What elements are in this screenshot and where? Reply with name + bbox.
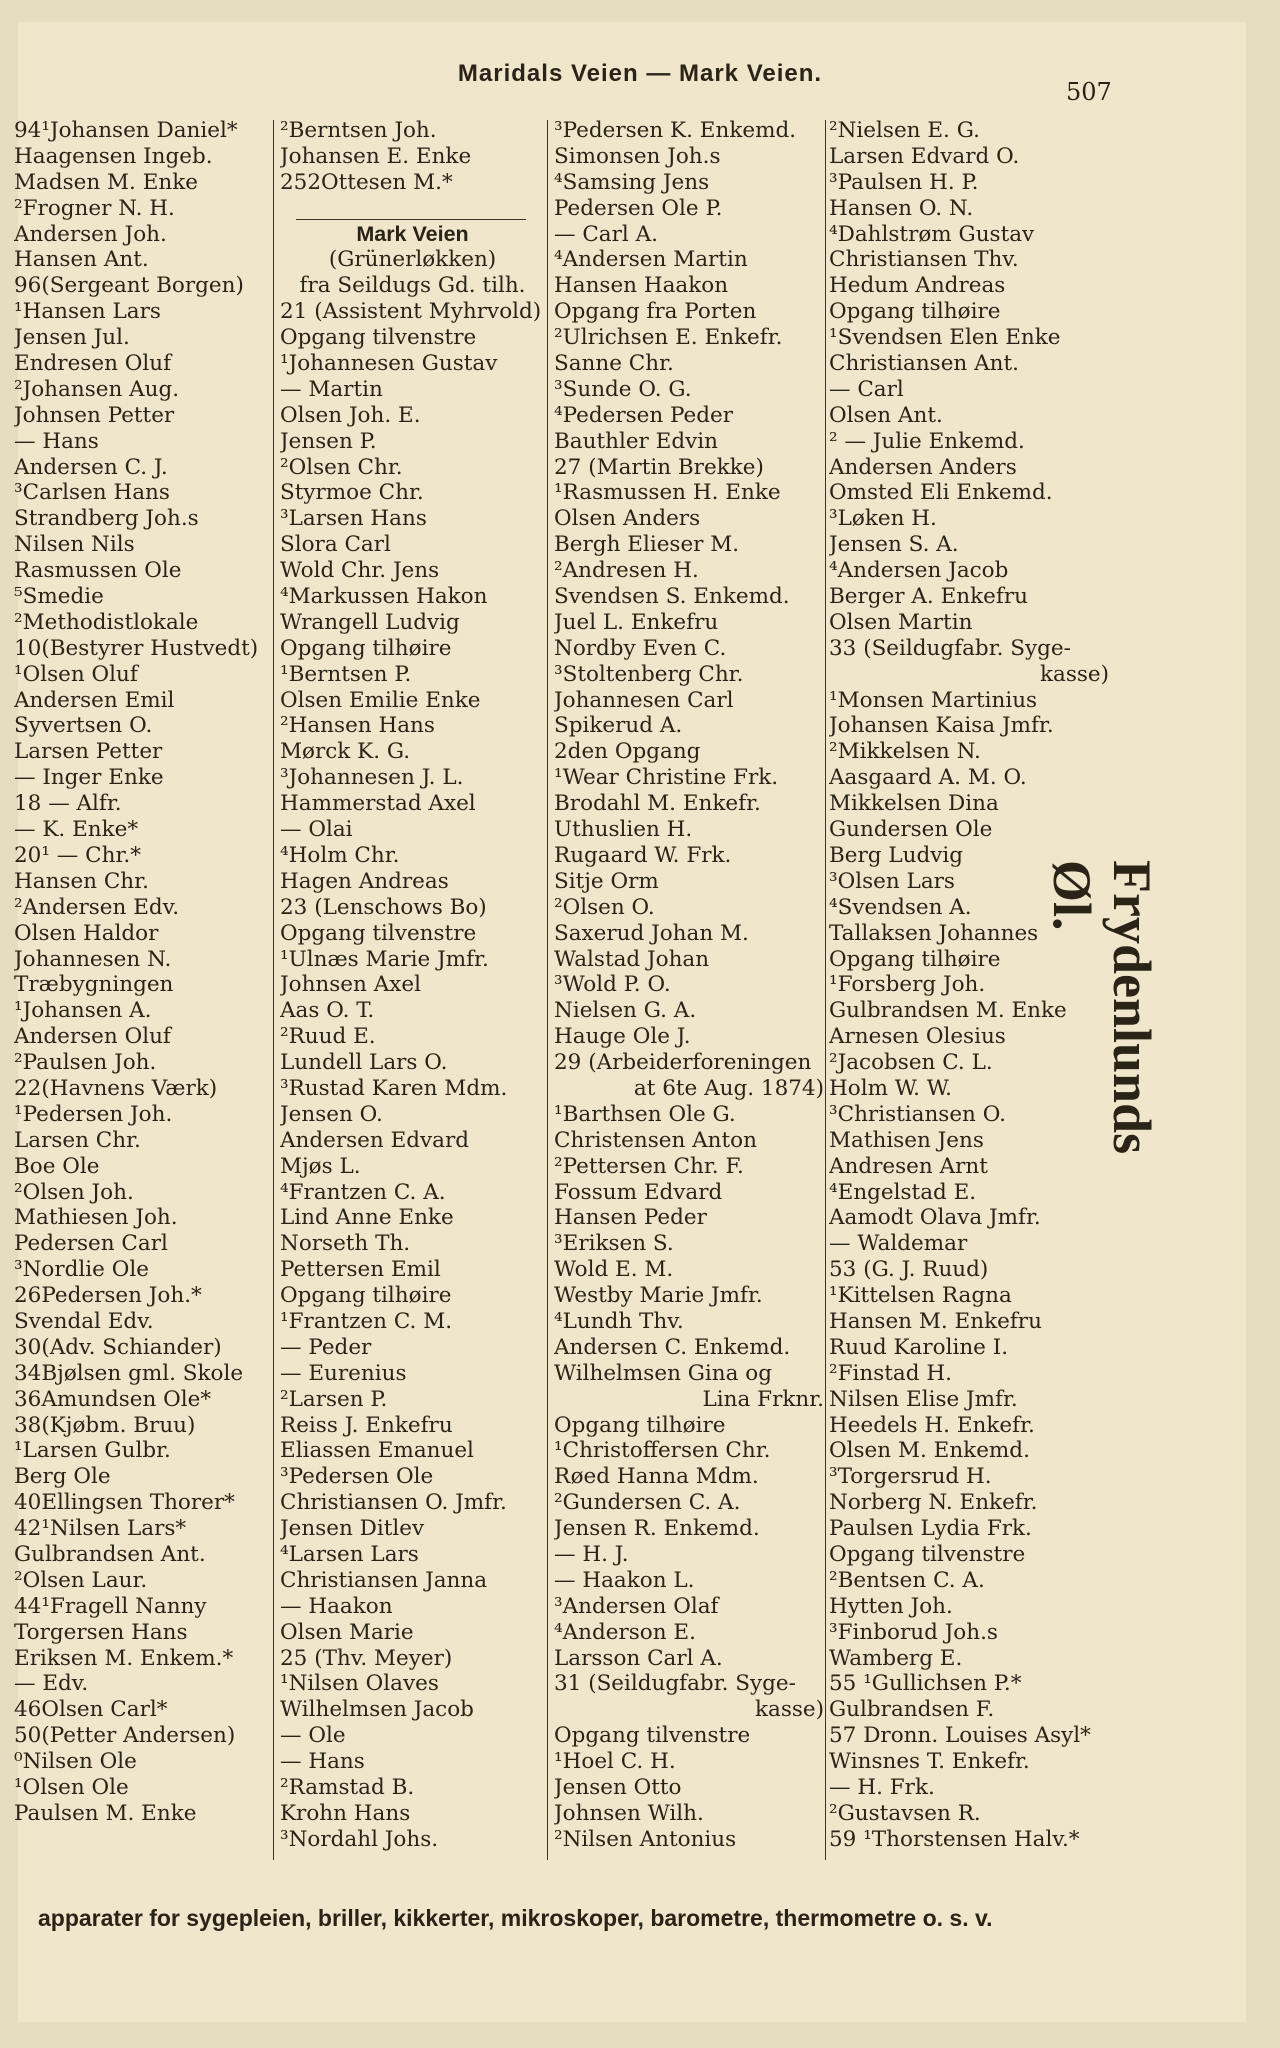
directory-entry: 46Olsen Carl* <box>14 1697 168 1723</box>
directory-entry: — Martin <box>280 376 383 402</box>
directory-entry: fra Seildugs Gd. tilh. <box>299 273 526 299</box>
directory-entry: Opgang tilhøire <box>554 1412 726 1438</box>
directory-entry: 96(Sergeant Borgen) <box>14 273 244 299</box>
directory-entry: Opgang tilhøire <box>829 299 1001 325</box>
directory-entry: 20¹ — Chr.* <box>14 842 141 868</box>
directory-entry: ³Eriksen S. <box>554 1231 674 1257</box>
directory-entry: 30(Adv. Schiander) <box>14 1334 222 1360</box>
directory-entry: ⁴Holm Chr. <box>280 842 400 868</box>
directory-entry: Johannesen Carl <box>554 687 734 713</box>
directory-entry: ³Olsen Lars <box>829 868 955 894</box>
directory-entry: Olsen Anders <box>554 506 701 532</box>
directory-entry: Fossum Edvard <box>554 1179 723 1205</box>
directory-entry: Gundersen Ole <box>829 817 993 843</box>
directory-entry: Træbygningen <box>14 972 174 998</box>
directory-entry <box>280 196 545 222</box>
directory-entry: — Hans <box>14 428 99 454</box>
directory-entry: Wilhelmsen Jacob <box>280 1697 474 1723</box>
directory-entry: Uthuslien H. <box>554 817 693 843</box>
directory-entry: ³Wold P. O. <box>554 972 671 998</box>
directory-entry: ¹Frantzen C. M. <box>280 1308 453 1334</box>
directory-entry: ⁵Smedie <box>14 584 104 610</box>
directory-entry: Paulsen Lydia Frk. <box>829 1516 1032 1542</box>
directory-entry: Mørck K. G. <box>280 739 411 765</box>
directory-entry: Wilhelmsen Gina og <box>554 1360 773 1386</box>
directory-entry: ²Johansen Aug. <box>14 376 180 402</box>
directory-entry: Pedersen Ole P. <box>554 195 723 221</box>
directory-entry: ⁰Nilsen Ole <box>14 1749 137 1775</box>
directory-entry: ¹Forsberg Joh. <box>829 972 986 998</box>
directory-entry: ²Ulrichsen E. Enkefr. <box>554 325 783 351</box>
directory-entry: Nilsen Elise Jmfr. <box>829 1386 1018 1412</box>
directory-entry: Jensen S. A. <box>829 532 959 558</box>
directory-entry: 25 (Thv. Meyer) <box>280 1645 453 1671</box>
directory-entry: 10(Bestyrer Hustvedt) <box>14 635 259 661</box>
directory-entry: Eriksen M. Enkem.* <box>14 1645 234 1671</box>
directory-entry: ²Olsen O. <box>554 894 655 920</box>
directory-entry: at 6te Aug. 1874) <box>633 1075 824 1101</box>
directory-entry: ¹Nilsen Olaves <box>280 1671 439 1697</box>
directory-entry: Saxerud Johan M. <box>554 920 749 946</box>
directory-entry: Paulsen M. Enke <box>14 1800 197 1826</box>
directory-entry: Olsen Marie <box>280 1619 414 1645</box>
directory-entry: 18 — Alfr. <box>14 791 122 817</box>
directory-entry: ³Løken H. <box>829 506 937 532</box>
directory-entry: 36Amundsen Ole* <box>14 1386 212 1412</box>
directory-entry: ³Rustad Karen Mdm. <box>280 1075 508 1101</box>
directory-entry: 57 Dronn. Louises Asyl* <box>829 1723 1091 1749</box>
directory-entry: Norseth Th. <box>280 1231 411 1257</box>
directory-entry: Krohn Hans <box>280 1800 411 1826</box>
directory-column-1 <box>14 118 272 1827</box>
directory-entry: Røed Hanna Mdm. <box>554 1464 759 1490</box>
directory-entry: — Waldemar <box>829 1231 968 1257</box>
directory-entry: ¹Larsen Gulbr. <box>14 1438 171 1464</box>
directory-entry: Hammerstad Axel <box>280 791 476 817</box>
directory-entry: ²Ramstad B. <box>280 1775 415 1800</box>
directory-entry: ²Mikkelsen N. <box>829 739 981 765</box>
directory-entry: Sitje Orm <box>554 868 659 894</box>
directory-entry: ⁴Markussen Hakon <box>280 584 488 610</box>
directory-entry: ² — Julie Enkemd. <box>829 428 1025 454</box>
directory-entry: Nilsen Nils <box>14 532 135 558</box>
directory-entry: ⁴Pedersen Peder <box>554 402 734 428</box>
directory-entry: ³Nordahl Johs. <box>280 1826 439 1852</box>
column-rule <box>547 120 548 1860</box>
directory-entry: ²Paulsen Joh. <box>14 1050 157 1076</box>
directory-entry: Holm W. W. <box>829 1075 952 1101</box>
directory-entry: Torgersen Hans <box>14 1619 188 1645</box>
directory-entry: Aamodt Olava Jmfr. <box>829 1205 1041 1231</box>
directory-entry: ¹Olsen Ole <box>14 1775 129 1800</box>
directory-entry: ²Hansen Hans <box>280 713 435 739</box>
directory-entry: Hedum Andreas <box>829 273 1006 299</box>
directory-entry: ²Finstad H. <box>829 1360 952 1386</box>
directory-entry: Styrmoe Chr. <box>280 480 424 506</box>
directory-entry: Berger A. Enkefru <box>829 584 1028 610</box>
directory-entry: Hansen Ant. <box>14 247 149 273</box>
directory-entry: ¹Johansen A. <box>14 998 152 1024</box>
directory-entry: Opgang tilvenstre <box>554 1723 751 1749</box>
directory-entry: Haagensen Ingeb. <box>14 143 213 169</box>
directory-entry: 59 ¹Thorstensen Halv.* <box>829 1826 1080 1852</box>
directory-entry: Gulbrandsen F. <box>829 1697 995 1723</box>
directory-entry: Mathisen Jens <box>829 1127 984 1153</box>
directory-entry: Lina Frknr. <box>702 1386 824 1412</box>
directory-entry: Hytten Joh. <box>829 1593 953 1619</box>
directory-entry: Wold E. M. <box>554 1257 674 1283</box>
directory-entry: 38(Kjøbm. Bruu) <box>14 1412 196 1438</box>
directory-entry: ¹Wear Christine Frk. <box>554 765 779 791</box>
directory-entry: ²Gustavsen R. <box>829 1800 981 1826</box>
directory-entry: — Peder <box>280 1334 372 1360</box>
directory-entry: Reiss J. Enkefru <box>280 1412 453 1438</box>
directory-entry: ⁴Larsen Lars <box>280 1541 419 1567</box>
directory-entry: Olsen Joh. E. <box>280 402 421 428</box>
directory-entry: Nordby Even C. <box>554 635 727 661</box>
side-advertisement: Frydenlunds Øl. <box>1042 860 1162 1155</box>
directory-entry: Jensen Jul. <box>14 325 130 351</box>
directory-entry: Opgang tilvenstre <box>829 1541 1026 1567</box>
directory-entry: 53 (G. J. Ruud) <box>829 1257 989 1283</box>
directory-entry: 50(Petter Andersen) <box>14 1723 236 1749</box>
directory-entry: Syvertsen O. <box>14 713 153 739</box>
directory-entry: Rugaard W. Frk. <box>554 842 732 868</box>
directory-entry: ¹Johannesen Gustav <box>280 351 498 377</box>
directory-entry: Christensen Anton <box>554 1127 757 1153</box>
column-rule <box>825 120 826 1860</box>
directory-entry: Juel L. Enkefru <box>554 609 719 635</box>
directory-entry: Westby Marie Jmfr. <box>554 1283 763 1309</box>
directory-entry: 94¹Johansen Daniel* <box>14 118 238 143</box>
directory-entry: Andersen Emil <box>14 687 175 713</box>
directory-entry: 33 (Seildugfabr. Syge- <box>829 635 1071 661</box>
directory-entry: Strandberg Joh.s <box>14 506 199 532</box>
directory-entry: Hauge Ole J. <box>554 1024 691 1050</box>
directory-entry: Christiansen Thv. <box>829 247 1019 273</box>
directory-entry: Opgang fra Porten <box>554 299 757 325</box>
directory-entry: — Olai <box>280 817 353 843</box>
directory-entry: Boe Ole <box>14 1153 100 1179</box>
directory-entry: Brodahl M. Enkefr. <box>554 791 761 817</box>
directory-entry: Johnsen Wilh. <box>554 1800 704 1826</box>
directory-entry: Christiansen Janna <box>280 1567 488 1593</box>
directory-entry: Johannesen N. <box>14 946 172 972</box>
directory-entry: ³Pedersen K. Enkemd. <box>554 118 797 143</box>
directory-entry: ³Torgersrud H. <box>829 1464 992 1490</box>
directory-entry: Endresen Oluf <box>14 351 172 377</box>
directory-entry: Omsted Eli Enkemd. <box>829 480 1053 506</box>
directory-entry: kasse) <box>1039 661 1109 687</box>
directory-entry: Sanne Chr. <box>554 351 674 377</box>
directory-entry: Christiansen O. Jmfr. <box>280 1490 507 1516</box>
directory-entry: Hagen Andreas <box>280 868 449 894</box>
directory-entry: Olsen Emilie Enke <box>280 687 481 713</box>
directory-entry: Andersen C. Enkemd. <box>554 1334 791 1360</box>
directory-entry: ²Ruud E. <box>280 1024 376 1050</box>
directory-entry: Pettersen Emil <box>280 1257 441 1283</box>
directory-entry: Gulbrandsen Ant. <box>14 1541 206 1567</box>
directory-entry: Wrangell Ludvig <box>280 609 460 635</box>
directory-entry: ⁴Svendsen A. <box>829 894 972 920</box>
directory-entry: Andresen Arnt <box>829 1153 988 1179</box>
directory-entry: Hansen Haakon <box>554 273 729 299</box>
directory-entry: ⁴Anderson E. <box>554 1619 696 1645</box>
directory-entry: Johnsen Axel <box>280 972 421 998</box>
directory-entry: Berg Ludvig <box>829 842 964 868</box>
directory-entry: Larsen Petter <box>14 739 163 765</box>
directory-entry: Opgang tilhøire <box>280 1283 452 1309</box>
directory-entry: Eliassen Emanuel <box>280 1438 474 1464</box>
directory-entry: Olsen Ant. <box>829 402 943 428</box>
directory-entry: ³Carlsen Hans <box>14 480 170 506</box>
directory-entry: — H. Frk. <box>829 1775 935 1800</box>
directory-entry: Svendsen S. Enkemd. <box>554 584 790 610</box>
directory-entry: Norberg N. Enkefr. <box>829 1490 1038 1516</box>
directory-entry: Lind Anne Enke <box>280 1205 454 1231</box>
directory-entry: 29 (Arbeiderforeningen <box>554 1050 812 1076</box>
directory-entry: ⁴Andersen Martin <box>554 247 748 273</box>
directory-entry: Opgang tilvenstre <box>280 325 477 351</box>
directory-entry: ²Methodistlokale <box>14 609 199 635</box>
directory-entry: Opgang tilhøire <box>280 635 452 661</box>
directory-entry: Andersen Anders <box>829 454 1017 480</box>
directory-entry: ³Stoltenberg Chr. <box>554 661 744 687</box>
directory-entry: ⁴Dahlstrøm Gustav <box>829 221 1035 247</box>
directory-entry: Andersen Oluf <box>14 1024 171 1050</box>
directory-entry: Mark Veien <box>356 221 469 246</box>
directory-entry: ¹Ulnæs Marie Jmfr. <box>280 946 489 972</box>
directory-column-3 <box>554 118 824 1853</box>
directory-entry: ²Olsen Joh. <box>14 1179 134 1205</box>
directory-entry: Jensen Ditlev <box>280 1516 425 1542</box>
directory-entry: ¹Barthsen Ole G. <box>554 1101 736 1127</box>
directory-entry: Svendal Edv. <box>14 1308 154 1334</box>
directory-entry: ³Nordlie Ole <box>14 1257 149 1283</box>
directory-entry: ¹Olsen Oluf <box>14 661 138 687</box>
directory-entry: ³Finborud Joh.s <box>829 1619 998 1645</box>
directory-entry: ²Bentsen C. A. <box>829 1567 985 1593</box>
directory-entry: Johnsen Petter <box>14 402 175 428</box>
directory-entry: 55 ¹Gullichsen P.* <box>829 1671 1022 1697</box>
directory-entry: ²Larsen P. <box>280 1386 388 1412</box>
directory-entry: Mjøs L. <box>280 1153 361 1179</box>
directory-entry: Winsnes T. Enkefr. <box>829 1749 1030 1775</box>
directory-entry: 31 (Seildugfabr. Syge- <box>554 1671 796 1697</box>
directory-entry: Wamberg E. <box>829 1645 963 1671</box>
directory-entry: — Carl A. <box>554 221 658 247</box>
directory-entry: 42¹Nilsen Lars* <box>14 1516 187 1542</box>
directory-entry: ³Johannesen J. L. <box>280 765 464 791</box>
directory-entry: Hansen M. Enkefru <box>829 1308 1042 1334</box>
directory-entry: Jensen P. <box>280 428 377 454</box>
directory-entry: 44¹Fragell Nanny <box>14 1593 207 1619</box>
directory-entry: kasse) <box>754 1697 824 1723</box>
directory-entry: Berg Ole <box>14 1464 111 1490</box>
directory-entry: ¹Hoel C. H. <box>554 1749 676 1775</box>
directory-entry: Tallaksen Johannes <box>829 920 1039 946</box>
directory-entry: Simonsen Joh.s <box>554 143 721 169</box>
column-rule <box>273 120 274 1860</box>
directory-entry: 23 (Lenschows Bo) <box>280 894 487 920</box>
directory-entry: Aasgaard A. M. O. <box>829 765 1027 791</box>
directory-entry: Larsen Edvard O. <box>829 143 1020 169</box>
directory-entry: Spikerud A. <box>554 713 683 739</box>
directory-entry: Nielsen G. A. <box>554 998 697 1024</box>
directory-entry: ²Nielsen E. G. <box>829 118 980 143</box>
directory-entry: Johansen E. Enke <box>280 143 472 169</box>
directory-entry: 22(Havnens Værk) <box>14 1075 218 1101</box>
directory-entry: Rasmussen Ole <box>14 558 182 584</box>
directory-entry: — Inger Enke <box>14 765 164 791</box>
directory-entry: ⁴Lundh Thv. <box>554 1308 684 1334</box>
directory-entry: Jensen Otto <box>554 1775 682 1800</box>
directory-entry: Andersen Edvard <box>280 1127 470 1153</box>
directory-entry: Aas O. T. <box>280 998 375 1024</box>
directory-entry: ¹Berntsen P. <box>280 661 412 687</box>
directory-entry: Heedels H. Enkefr. <box>829 1412 1035 1438</box>
directory-entry: ²Nilsen Antonius <box>554 1826 737 1852</box>
directory-entry: ²Andresen H. <box>554 558 699 584</box>
directory-entry: Wold Chr. Jens <box>280 558 440 584</box>
directory-entry: Hansen O. N. <box>829 195 974 221</box>
directory-entry: ³Christiansen O. <box>829 1101 1006 1127</box>
directory-entry: Larsen Chr. <box>14 1127 141 1153</box>
directory-entry: Bauthler Edvin <box>554 428 718 454</box>
directory-entry: ²Gundersen C. A. <box>554 1490 741 1516</box>
directory-entry: Arnesen Olesius <box>829 1024 1006 1050</box>
directory-entry: 2den Opgang <box>554 739 701 765</box>
directory-entry: Andersen Joh. <box>14 221 167 247</box>
directory-entry: 21 (Assistent Myhrvold) <box>280 299 542 325</box>
directory-entry: Johansen Kaisa Jmfr. <box>829 713 1054 739</box>
directory-entry: — H. J. <box>554 1541 629 1567</box>
directory-entry: ¹Svendsen Elen Enke <box>829 325 1061 351</box>
directory-entry: Olsen Martin <box>829 609 973 635</box>
directory-entry: Slora Carl <box>280 532 391 558</box>
directory-column-4 <box>829 118 1109 1853</box>
directory-entry: ²Berntsen Joh. <box>280 118 437 143</box>
directory-entry: Bergh Elieser M. <box>554 532 740 558</box>
directory-entry: 40Ellingsen Thorer* <box>14 1490 235 1516</box>
directory-entry: — Haakon L. <box>554 1567 695 1593</box>
directory-entry: Gulbrandsen M. Enke <box>829 998 1067 1024</box>
footer-advertisement: apparater for sygepleien, briller, kikkerter, mikroskoper, barometre, thermometre o. s. v. <box>38 1905 993 1931</box>
directory-entry: ⁴Samsing Jens <box>554 169 710 195</box>
directory-entry: ²Pettersen Chr. F. <box>554 1153 744 1179</box>
directory-entry: ¹Rasmussen H. Enke <box>554 480 781 506</box>
directory-entry: — K. Enke* <box>14 817 139 843</box>
page-header: Maridals Veien — Mark Veien. <box>457 60 823 87</box>
directory-entry: ¹Hansen Lars <box>14 299 161 325</box>
directory-entry: Lundell Lars O. <box>280 1050 448 1076</box>
directory-entry: ⁴Engelstad E. <box>829 1179 977 1205</box>
directory-entry: Opgang tilhøire <box>829 946 1001 972</box>
directory-entry: Hansen Chr. <box>14 868 149 894</box>
directory-entry: ¹Pedersen Joh. <box>14 1101 173 1127</box>
directory-entry: ¹Monsen Martinius <box>829 687 1038 713</box>
directory-entry: — Eurenius <box>280 1360 407 1386</box>
directory-entry: Hansen Peder <box>554 1205 707 1231</box>
directory-entry: 27 (Martin Brekke) <box>554 454 764 480</box>
directory-entry: Mikkelsen Dina <box>829 791 999 817</box>
directory-entry: 26Pedersen Joh.* <box>14 1283 202 1309</box>
directory-entry: Larsson Carl A. <box>554 1645 723 1671</box>
directory-entry: ²Frogner N. H. <box>14 195 175 221</box>
directory-entry: Olsen Haldor <box>14 920 159 946</box>
directory-entry: ³Sunde O. G. <box>554 376 692 402</box>
directory-entry: — Hans <box>280 1749 365 1775</box>
directory-entry: ²Olsen Chr. <box>280 454 403 480</box>
directory-entry: Olsen M. Enkemd. <box>829 1438 1030 1464</box>
directory-entry: Madsen M. Enke <box>14 169 199 195</box>
directory-entry: Andersen C. J. <box>14 454 168 480</box>
directory-entry: ⁴Frantzen C. A. <box>280 1179 446 1205</box>
directory-entry: ³Larsen Hans <box>280 506 427 532</box>
directory-entry: ⁴Andersen Jacob <box>829 558 1009 584</box>
directory-entry: Pedersen Carl <box>14 1231 168 1257</box>
directory-entry: Ruud Karoline I. <box>829 1334 1009 1360</box>
directory-entry: ²Olsen Laur. <box>14 1567 148 1593</box>
directory-entry: ²Jacobsen C. L. <box>829 1050 993 1076</box>
directory-entry: 252Ottesen M.* <box>280 169 453 195</box>
page-number: 507 <box>1066 78 1112 106</box>
directory-entry: ²Andersen Edv. <box>14 894 180 920</box>
directory-entry: ³Andersen Olaf <box>554 1593 719 1619</box>
directory-entry: Walstad Johan <box>554 946 710 972</box>
directory-entry: ³Paulsen H. P. <box>829 169 979 195</box>
directory-entry: ¹Kittelsen Ragna <box>829 1283 1012 1309</box>
directory-entry: ¹Christoffersen Chr. <box>554 1438 771 1464</box>
directory-entry: (Grünerløkken) <box>328 247 497 273</box>
directory-entry: Jensen R. Enkemd. <box>554 1516 760 1542</box>
directory-entry: — Edv. <box>14 1671 89 1697</box>
directory-entry: — Ole <box>280 1723 346 1749</box>
directory-entry: 34Bjølsen gml. Skole <box>14 1360 244 1386</box>
directory-entry: Mathiesen Joh. <box>14 1205 178 1231</box>
directory-entry: ³Pedersen Ole <box>280 1464 434 1490</box>
directory-column-2 <box>280 118 545 1853</box>
directory-entry: — Haakon <box>280 1593 393 1619</box>
directory-entry: Christiansen Ant. <box>829 351 1019 377</box>
directory-entry: Jensen O. <box>280 1101 383 1127</box>
directory-entry: — Carl <box>829 376 904 402</box>
directory-entry: Opgang tilvenstre <box>280 920 477 946</box>
